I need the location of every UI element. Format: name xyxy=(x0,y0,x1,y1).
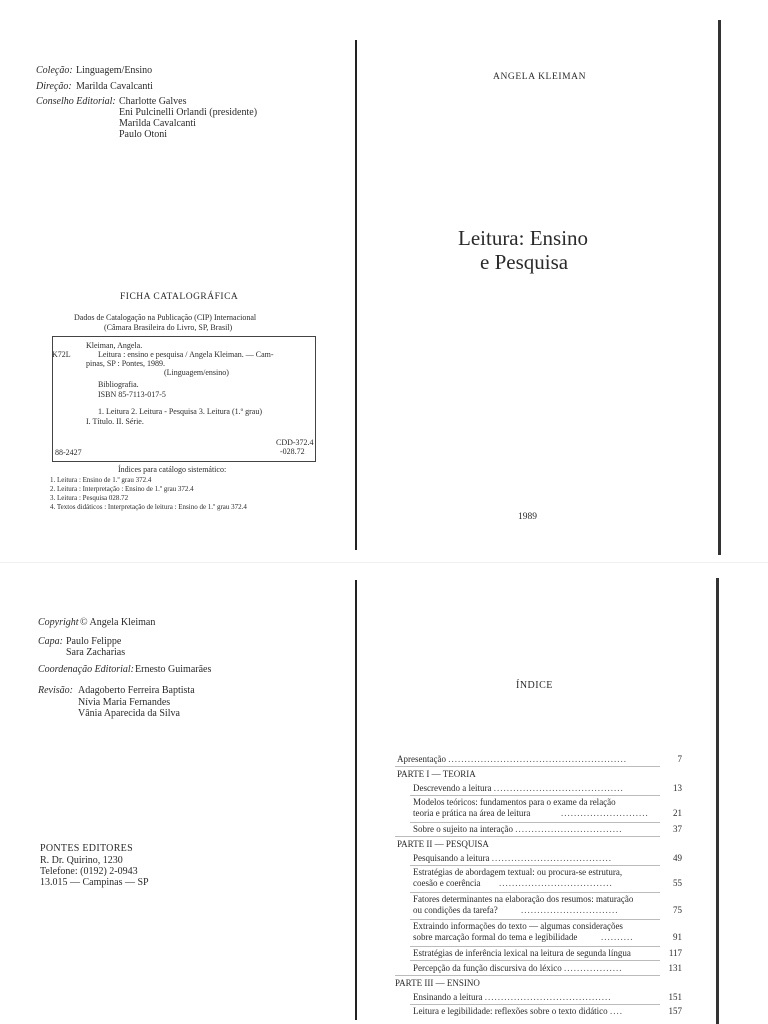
page-edge-top xyxy=(718,20,721,555)
indices-title: Índices para catálogo sistemático: xyxy=(118,465,227,474)
toc-title: ÍNDICE xyxy=(516,680,553,691)
capa-name: Paulo Felippe xyxy=(66,636,122,647)
leader-dots: ........................................ xyxy=(493,783,624,793)
toc-entry-label: Leitura e legibilidade: reflexões sobre o texto didático xyxy=(413,1006,608,1016)
conselho-label: Conselho Editorial: xyxy=(36,96,116,107)
publisher-name: PONTES EDITORES xyxy=(40,843,133,854)
toc-part-heading: PARTE I — TEORIA xyxy=(397,769,476,779)
leader-dots: .......... xyxy=(601,932,634,942)
ficha-record-number: 88-2427 xyxy=(55,448,82,457)
coordenacao-value: Ernesto Guimarães xyxy=(135,664,212,675)
toc-rule xyxy=(410,795,660,796)
toc-page-number: 75 xyxy=(673,905,682,915)
toc-entry-label: Fatores determinantes na elaboração dos resumos: maturação xyxy=(413,894,634,904)
direcao-label: Direção: xyxy=(36,81,72,92)
conselho-member: Eni Pulcinelli Orlandi (presidente) xyxy=(119,107,258,118)
toc-entry-label-cont: teoria e prática na área de leitura xyxy=(413,808,531,818)
page-edge-bottom xyxy=(716,578,719,1024)
toc-rule xyxy=(395,766,660,767)
toc-page-number: 91 xyxy=(673,932,682,942)
toc-entry-label: Modelos teóricos: fundamentos para o exame da relação xyxy=(413,797,616,807)
leader-dots: .................. xyxy=(563,963,623,973)
copyright-value: © Angela Kleiman xyxy=(80,617,156,628)
toc-entry xyxy=(413,824,682,835)
toc-rule xyxy=(410,1004,660,1005)
ficha-cdd: -028.72 xyxy=(280,447,305,456)
indice-item: 4. Textos didáticos : Interpretação de leitura : Ensino de 1.º grau 372.4 xyxy=(50,503,247,511)
toc-entry-label: Ensinando a leitura xyxy=(413,992,483,1002)
toc-entry xyxy=(413,992,682,1003)
toc-entry xyxy=(413,867,682,891)
toc-rule xyxy=(410,919,660,920)
ficha-cdd: CDD-372.4 xyxy=(276,438,314,447)
colecao-value: Linguagem/Ensino xyxy=(76,65,153,76)
toc-page-number: 13 xyxy=(673,783,682,793)
leader-dots: ....................................................... xyxy=(448,754,627,764)
leader-dots: ..................................... xyxy=(491,853,612,863)
conselho-member: Charlotte Galves xyxy=(119,96,187,107)
toc-part-heading: PARTE III — ENSINO xyxy=(395,978,480,988)
title-page-author: ANGELA KLEIMAN xyxy=(493,72,587,82)
book-gutter-bottom xyxy=(355,580,357,1020)
publisher-phone: Telefone: (0192) 2-0943 xyxy=(40,866,138,877)
toc-entry-label-cont: coesão e coerência xyxy=(413,878,481,888)
ficha-call-number: K72L xyxy=(52,350,71,359)
toc-entry-apresentacao xyxy=(397,754,682,765)
toc-entry xyxy=(413,921,682,945)
toc-part-heading: PARTE II — PESQUISA xyxy=(397,839,489,849)
toc-page-number: 55 xyxy=(673,878,682,888)
leader-dots: .... xyxy=(609,1006,623,1016)
toc-entry xyxy=(413,783,682,794)
toc-entry-label: Descrevendo a leitura xyxy=(413,783,492,793)
ficha-title: FICHA CATALOGRÁFICA xyxy=(120,292,239,302)
direcao-value: Marilda Cavalcanti xyxy=(76,81,153,92)
toc-rule xyxy=(410,865,660,866)
indice-item: 3. Leitura : Pesquisa 028.72 xyxy=(50,494,129,502)
toc-entry xyxy=(413,1006,682,1017)
toc-page-number: 21 xyxy=(673,808,682,818)
toc-page-number: 37 xyxy=(673,824,682,834)
toc-entry xyxy=(413,797,682,821)
toc-entry-label: Apresentação xyxy=(397,754,446,764)
leader-dots: .............................. xyxy=(521,905,619,915)
revisao-label: Revisão: xyxy=(38,685,73,696)
leader-dots: ................................. xyxy=(515,824,623,834)
book-title-line2: e Pesquisa xyxy=(480,250,569,274)
toc-entry xyxy=(413,894,682,918)
book-gutter-top xyxy=(355,40,357,550)
leader-dots: ........................... xyxy=(561,808,649,818)
toc-rule xyxy=(395,836,660,837)
leader-dots: ................................... xyxy=(499,878,613,888)
ficha-entry-line: pinas, SP : Pontes, 1989. xyxy=(86,359,166,368)
toc-page-number: 157 xyxy=(668,1006,682,1016)
toc-entry-label: Extraindo informações do texto — algumas considerações xyxy=(413,921,623,931)
indice-item: 2. Leitura : Interpretação : Ensino de 1.º grau 372.4 xyxy=(50,485,194,493)
publisher-address: R. Dr. Quirino, 1230 xyxy=(40,855,123,866)
ficha-bibliografia: Bibliografia. xyxy=(98,380,139,389)
ficha-header-line: Dados de Catalogação na Publicação (CIP) Internacional xyxy=(74,313,257,322)
scan-separator xyxy=(0,562,768,563)
capa-name: Sara Zacharias xyxy=(66,647,126,658)
ficha-subjects: 1. Leitura 2. Leitura - Pesquisa 3. Leitura (1.º grau) xyxy=(98,407,262,416)
toc-entry-label: Pesquisando a leitura xyxy=(413,853,490,863)
publisher-city: 13.015 — Campinas — SP xyxy=(40,877,149,888)
toc-page-number: 131 xyxy=(668,963,682,973)
page-title xyxy=(360,0,768,560)
leader-dots: ....................................... xyxy=(484,992,612,1002)
coordenacao-label: Coordenação Editorial: xyxy=(38,664,135,675)
ficha-author: Kleiman, Angela. xyxy=(86,341,143,350)
conselho-member: Paulo Otoni xyxy=(119,129,168,140)
ficha-subjects: I. Título. II. Série. xyxy=(86,417,144,426)
toc-entry-label: Sobre o sujeito na interação xyxy=(413,824,513,834)
ficha-entry-line: (Linguagem/ensino) xyxy=(164,368,229,377)
toc-rule xyxy=(410,892,660,893)
toc-page-number: 49 xyxy=(673,853,682,863)
colecao-label: Coleção: xyxy=(36,65,73,76)
book-title-line1: Leitura: Ensino xyxy=(458,226,589,250)
copyright-label: Copyright xyxy=(38,617,79,628)
toc-entry xyxy=(413,948,682,959)
toc-rule xyxy=(395,975,660,976)
toc-entry-label: Estratégias de inferência lexical na leitura de segunda língua xyxy=(413,948,631,958)
toc-page-number: 117 xyxy=(668,948,682,958)
revisao-name: Vânia Aparecida da Silva xyxy=(78,708,180,719)
indice-item: 1. Leitura : Ensino de 1.º grau 372.4 xyxy=(50,476,152,484)
revisao-name: Adagoberto Ferreira Baptista xyxy=(78,685,195,696)
toc-page-number: 151 xyxy=(668,992,682,1002)
publication-year: 1989 xyxy=(518,512,537,522)
toc-entry-label: Percepção da função discursiva do léxico xyxy=(413,963,562,973)
toc-entry xyxy=(413,963,682,974)
toc-rule xyxy=(410,822,660,823)
toc-entry-label-cont: ou condições da tarefa? xyxy=(413,905,498,915)
toc-entry-label-cont: sobre marcação formal do tema e legibilidade xyxy=(413,932,578,942)
toc-entry-label: Estratégias de abordagem textual: ou procura-se estrutura, xyxy=(413,867,623,877)
revisao-name: Nívia Maria Fernandes xyxy=(78,697,171,708)
ficha-isbn: ISBN 85-7113-017-5 xyxy=(98,390,166,399)
ficha-header-line: (Câmara Brasileira do Livro, SP, Brasil) xyxy=(104,323,233,332)
capa-label: Capa: xyxy=(38,636,63,647)
toc-page-number: 7 xyxy=(677,754,682,764)
toc-rule xyxy=(410,960,660,961)
conselho-member: Marilda Cavalcanti xyxy=(119,118,196,129)
ficha-entry-line: Leitura : ensino e pesquisa / Angela Kleiman. — Cam- xyxy=(98,350,274,359)
toc-entry xyxy=(413,853,682,864)
toc-rule xyxy=(410,946,660,947)
